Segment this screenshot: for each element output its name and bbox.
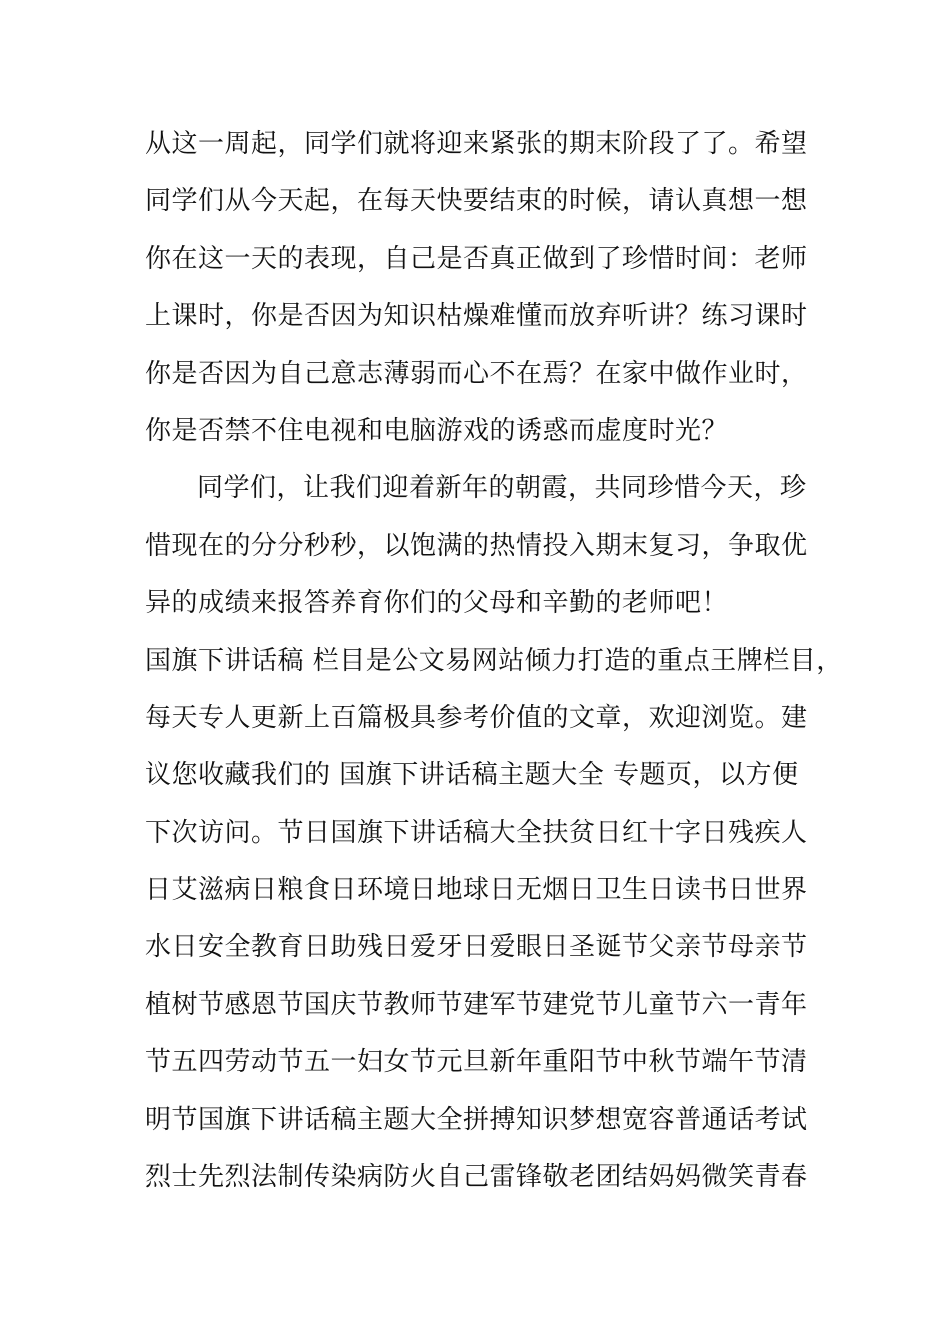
text-line: 上课时，你是否因为知识枯燥难懂而放弃听讲？练习课时 bbox=[145, 301, 808, 332]
text-line: 每天专人更新上百篇极具参考价值的文章，欢迎浏览。建 bbox=[145, 702, 808, 733]
text-line: 日艾滋病日粮食日环境日地球日无烟日卫生日读书日世界 bbox=[145, 875, 808, 906]
paragraph-1 bbox=[145, 116, 825, 460]
text-line: 异的成绩来报答养育你们的父母和辛勤的老师吧！ bbox=[145, 588, 729, 619]
text-line: 同学们，让我们迎着新年的朝霞，共同珍惜今天，珍 bbox=[197, 473, 807, 504]
text-line: 下次访问。节日国旗下讲话稿大全扶贫日红十字日残疾人 bbox=[145, 817, 808, 848]
text-line: 植树节感恩节国庆节教师节建军节建党节儿童节六一青年 bbox=[145, 989, 808, 1020]
text-line: 水日安全教育日助残日爱牙日爱眼日圣诞节父亲节母亲节 bbox=[145, 932, 808, 963]
text-line: 烈士先烈法制传染病防火自己雷锋敬老团结妈妈微笑青春 bbox=[145, 1162, 808, 1193]
paragraph-2 bbox=[145, 460, 825, 632]
text-line: 国旗下讲话稿 栏目是公文易网站倾力打造的重点王牌栏目， bbox=[145, 645, 843, 676]
text-line: 明节国旗下讲话稿主题大全拼搏知识梦想宽容普通话考试 bbox=[145, 1104, 808, 1135]
document-body bbox=[145, 116, 843, 1206]
text-line: 议您收藏我们的 国旗下讲话稿主题大全 专题页，以方便 bbox=[145, 760, 799, 791]
text-line: 你是否禁不住电视和电脑游戏的诱惑而虚度时光？ bbox=[145, 415, 729, 446]
text-line: 同学们从今天起，在每天快要结束的时候，请认真想一想 bbox=[145, 186, 808, 217]
text-line: 节五四劳动节五一妇女节元旦新年重阳节中秋节端午节清 bbox=[145, 1047, 808, 1078]
text-line: 你在这一天的表现，自己是否真正做到了珍惜时间：老师 bbox=[145, 243, 808, 274]
text-line: 惜现在的分分秒秒，以饱满的热情投入期末复习，争取优 bbox=[145, 530, 808, 561]
text-line: 你是否因为自己意志薄弱而心不在焉？在家中做作业时， bbox=[145, 358, 808, 389]
paragraph-3 bbox=[145, 633, 843, 1207]
text-line: 从这一周起，同学们就将迎来紧张的期末阶段了了。希望 bbox=[145, 129, 808, 159]
